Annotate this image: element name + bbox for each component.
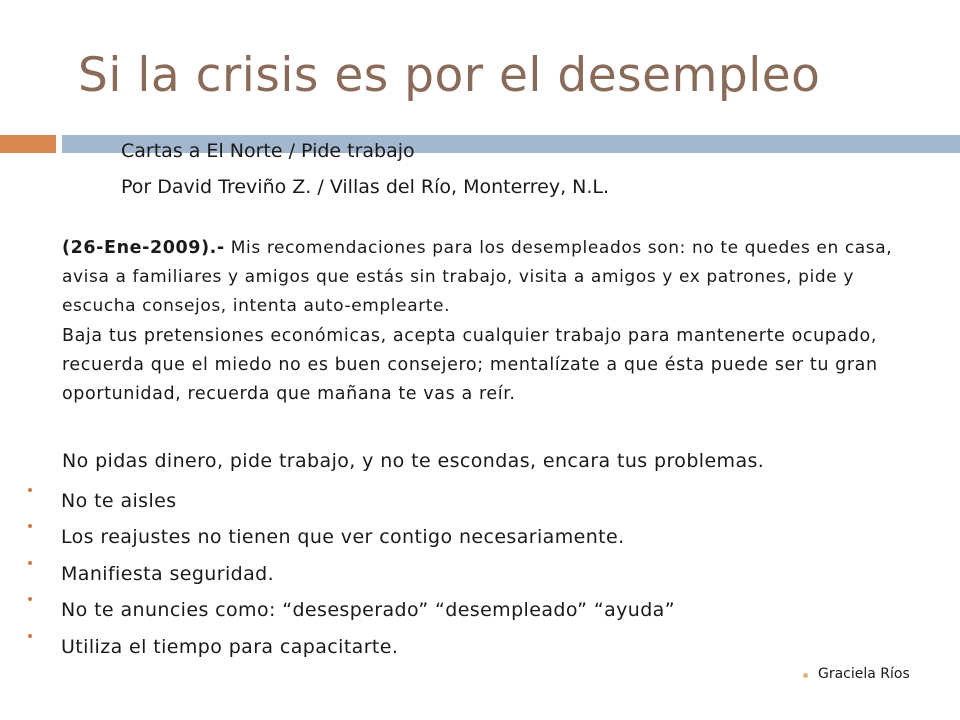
subheader-line-1: Cartas a El Norte / Pide trabajo (121, 140, 415, 162)
paragraph-2: Baja tus pretensiones económicas, acepta cualquier trabajo para mantenerte ocupado, recuerda que el miedo no es buen consejero; mentalízate a que ésta puede ser tu gran oportunidad, recuerda que mañana te vas a reír. (62, 326, 878, 404)
bullet-item (28, 559, 928, 595)
paragraph-1-date: (26-Ene-2009).- (62, 238, 225, 258)
bullet-dot-icon (28, 634, 32, 638)
bullet-text: Utiliza el tiempo para capacitarte. (61, 636, 399, 658)
slide-title: Si la crisis es por el desempleo (78, 48, 821, 103)
bullet-text: Los reajustes no tienen que ver contigo necesariamente. (61, 526, 625, 548)
bullet-item (28, 522, 928, 558)
accent-bar-orange (0, 135, 56, 153)
footer-author: Graciela Ríos (818, 666, 910, 682)
bullet-text: No te anuncies como: “desesperado” “desempleado” “ayuda” (61, 599, 675, 621)
bullet-dot-icon (28, 524, 32, 528)
paragraph-1 (62, 234, 922, 321)
bullet-item (28, 595, 928, 631)
paragraph-1-text: Mis recomendaciones para los desempleados son: no te quedes en casa, avisa a familiares y amigos que estás sin trabajo, visita a amigos y ex patrones, pide y escucha consejos, intenta auto-emplearte. (62, 238, 893, 316)
bullet-text: Manifiesta seguridad. (61, 563, 275, 585)
paragraph-3: No pidas dinero, pide trabajo, y no te escondas, encara tus problemas. (62, 450, 765, 472)
bullet-dot-icon (28, 488, 32, 492)
footer-bullet-icon (803, 673, 808, 678)
bullet-item (28, 632, 928, 668)
bullet-text: No te aisles (61, 490, 177, 512)
bullet-item (28, 486, 928, 522)
subheader-line-2: Por David Treviño Z. / Villas del Río, Monterrey, N.L. (121, 176, 610, 198)
bullet-dot-icon (28, 597, 32, 601)
bullet-dot-icon (28, 561, 32, 565)
